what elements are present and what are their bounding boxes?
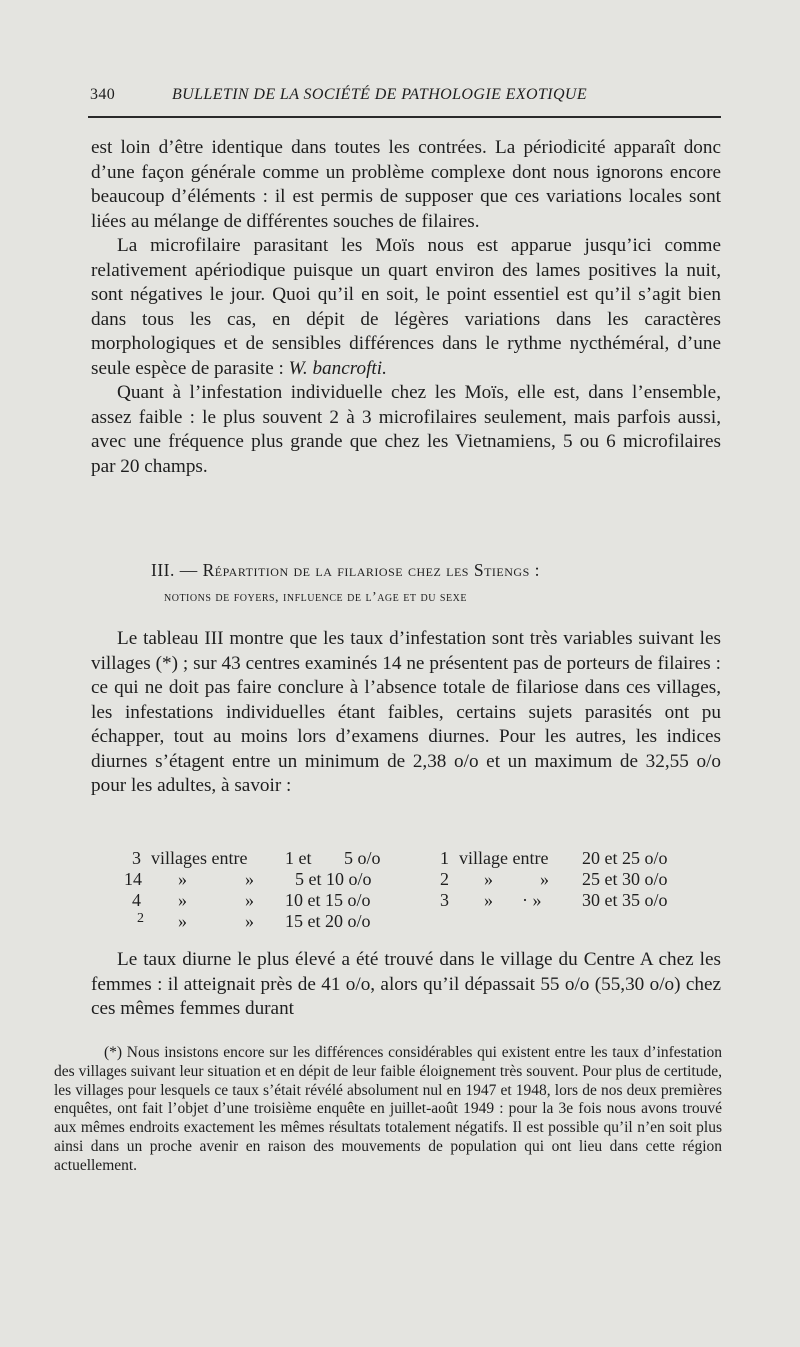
section-title: Répartition de la filariose chez les Stiengs : [202, 560, 540, 580]
table-right-word: » [484, 869, 493, 889]
header-rule [88, 116, 721, 118]
table-left-a: 1 et [285, 848, 312, 868]
table-right-b: 25 et 30 o/o [582, 869, 668, 889]
species-name: W. bancrofti. [288, 357, 387, 379]
table-left-word: villages entre [151, 848, 248, 868]
paragraph-taux-diurne [91, 948, 721, 1022]
section-heading-line2: notions de foyers, influence de l’age et du sexe [164, 590, 467, 605]
section-heading-line1 [151, 556, 540, 584]
footnote [54, 1044, 722, 1176]
paragraph-tableau [91, 627, 721, 799]
table-left-count: 4 [132, 890, 141, 910]
paragraph-tableau-text: Le tableau III montre que les taux d’infestation sont très variables suivant les villages (*) ; sur 43 centres examinés 14 ne présentent pas de porteurs de filaires : ce qui ne doit pas faire conclure à l’absence totale de filariose dans ces villages, les infestations individuelles étant faibles, certains sujets parasités ont pu échapper, tout au moins lors d’examens diurnes. Pour les autres, les indices diurnes s’étagent entre un minimum de 2,38 o/o et un maximum de 32,55 o/o pour les adultes, à savoir : [91, 628, 721, 796]
opening-paragraphs [91, 136, 721, 479]
section-roman: III. — [151, 560, 203, 580]
page-number: 340 [90, 86, 116, 103]
table-left-count: 3 [132, 848, 141, 868]
table-left-a: » [245, 869, 254, 889]
table-left-word: » [178, 869, 187, 889]
table-left-a: » [245, 890, 254, 910]
table-left-word: » [178, 911, 187, 931]
paragraph-infestation: Quant à l’infestation individuelle chez les Moïs, elle est, dans l’ensemble, assez faible : le plus souvent 2 à 3 microfilaires seulement, mais parfois aussi, avec une fréquence plus grande que chez les Vietnamiens, 5 ou 6 microfilaires par 20 champs. [91, 382, 721, 477]
running-header [90, 86, 720, 110]
paragraph-microfilaire-text: La microfilaire parasitant les Moïs nous est apparue jusqu’ici comme relativement apériodique puisque un quart environ des lames positives la nuit, sont négatives le jour. Quoi qu’il en soit, le point essentiel est qu’il s’agit bien dans tous les cas, en dépit de légères variations dans les caractères morphologiques et de sensibles différences dans le rythme nycthéméral, d’une seule espèce de parasite : [91, 235, 721, 379]
table-left-b: 5 o/o [344, 848, 381, 868]
running-title: BULLETIN DE LA SOCIÉTÉ DE PATHOLOGIE EXOTIQUE [172, 86, 588, 103]
table-left-word: » [178, 890, 187, 910]
table-left-b: 10 et 15 o/o [285, 890, 371, 910]
table-left-b: 15 et 20 o/o [285, 911, 371, 931]
table-right-a: » [540, 869, 549, 889]
paragraph-taux-diurne-text: Le taux diurne le plus élevé a été trouvé dans le village du Centre A chez les femmes : il atteignait près de 41 o/o, alors qu’il dépassait 55 o/o (55,30 o/o) chez ces mêmes femmes durant [91, 949, 721, 1019]
table-left-a: » [245, 911, 254, 931]
paragraph-microfilaire [91, 234, 721, 381]
table-left-b: 5 et 10 o/o [295, 869, 372, 889]
table-right-b: 30 et 35 o/o [582, 890, 668, 910]
table-right-word: » [484, 890, 493, 910]
paragraph-periodicity: est loin d’être identique dans toutes les contrées. La périodicité apparaît donc d’une façon générale comme un problème complexe dont nous ignorons encore beaucoup d’éléments : il est permis de supposer que ces variations locales sont liées au mélange de différentes souches de filaires. [91, 137, 721, 232]
table-right-b: 20 et 25 o/o [582, 848, 668, 868]
table-right-count: 3 [440, 890, 449, 910]
table-right-word: village entre [459, 848, 549, 868]
table-left-count: 14 [124, 869, 142, 889]
table-right-count: 2 [440, 869, 449, 889]
table-right-count: 1 [440, 848, 449, 868]
footnote-text: (*) Nous insistons encore sur les différences considérables qui existent entre les taux d’infestation des villages suivant leur situation et en dépit de leur faible éloignement très souvent. Pour plus de certitude, les villages pour lesquels ce taux s’était révélé absolument nul en 1947 et 1948, lors de nos deux premières enquêtes, ont fait l’objet d’une troisième enquête en juillet-août 1949 : pour la 3e fois nous avons trouvé aux mêmes endroits exactement les mêmes résultats totalement négatifs. Il est possible qu’il n’en soit plus ainsi dans un proche avenir en raison des mouvements de population qui ont lieu dans cette région actuellement. [54, 1044, 722, 1174]
table-left-count: 2 [137, 911, 144, 926]
table-right-a: · » [522, 890, 542, 910]
village-rate-list [0, 848, 800, 931]
